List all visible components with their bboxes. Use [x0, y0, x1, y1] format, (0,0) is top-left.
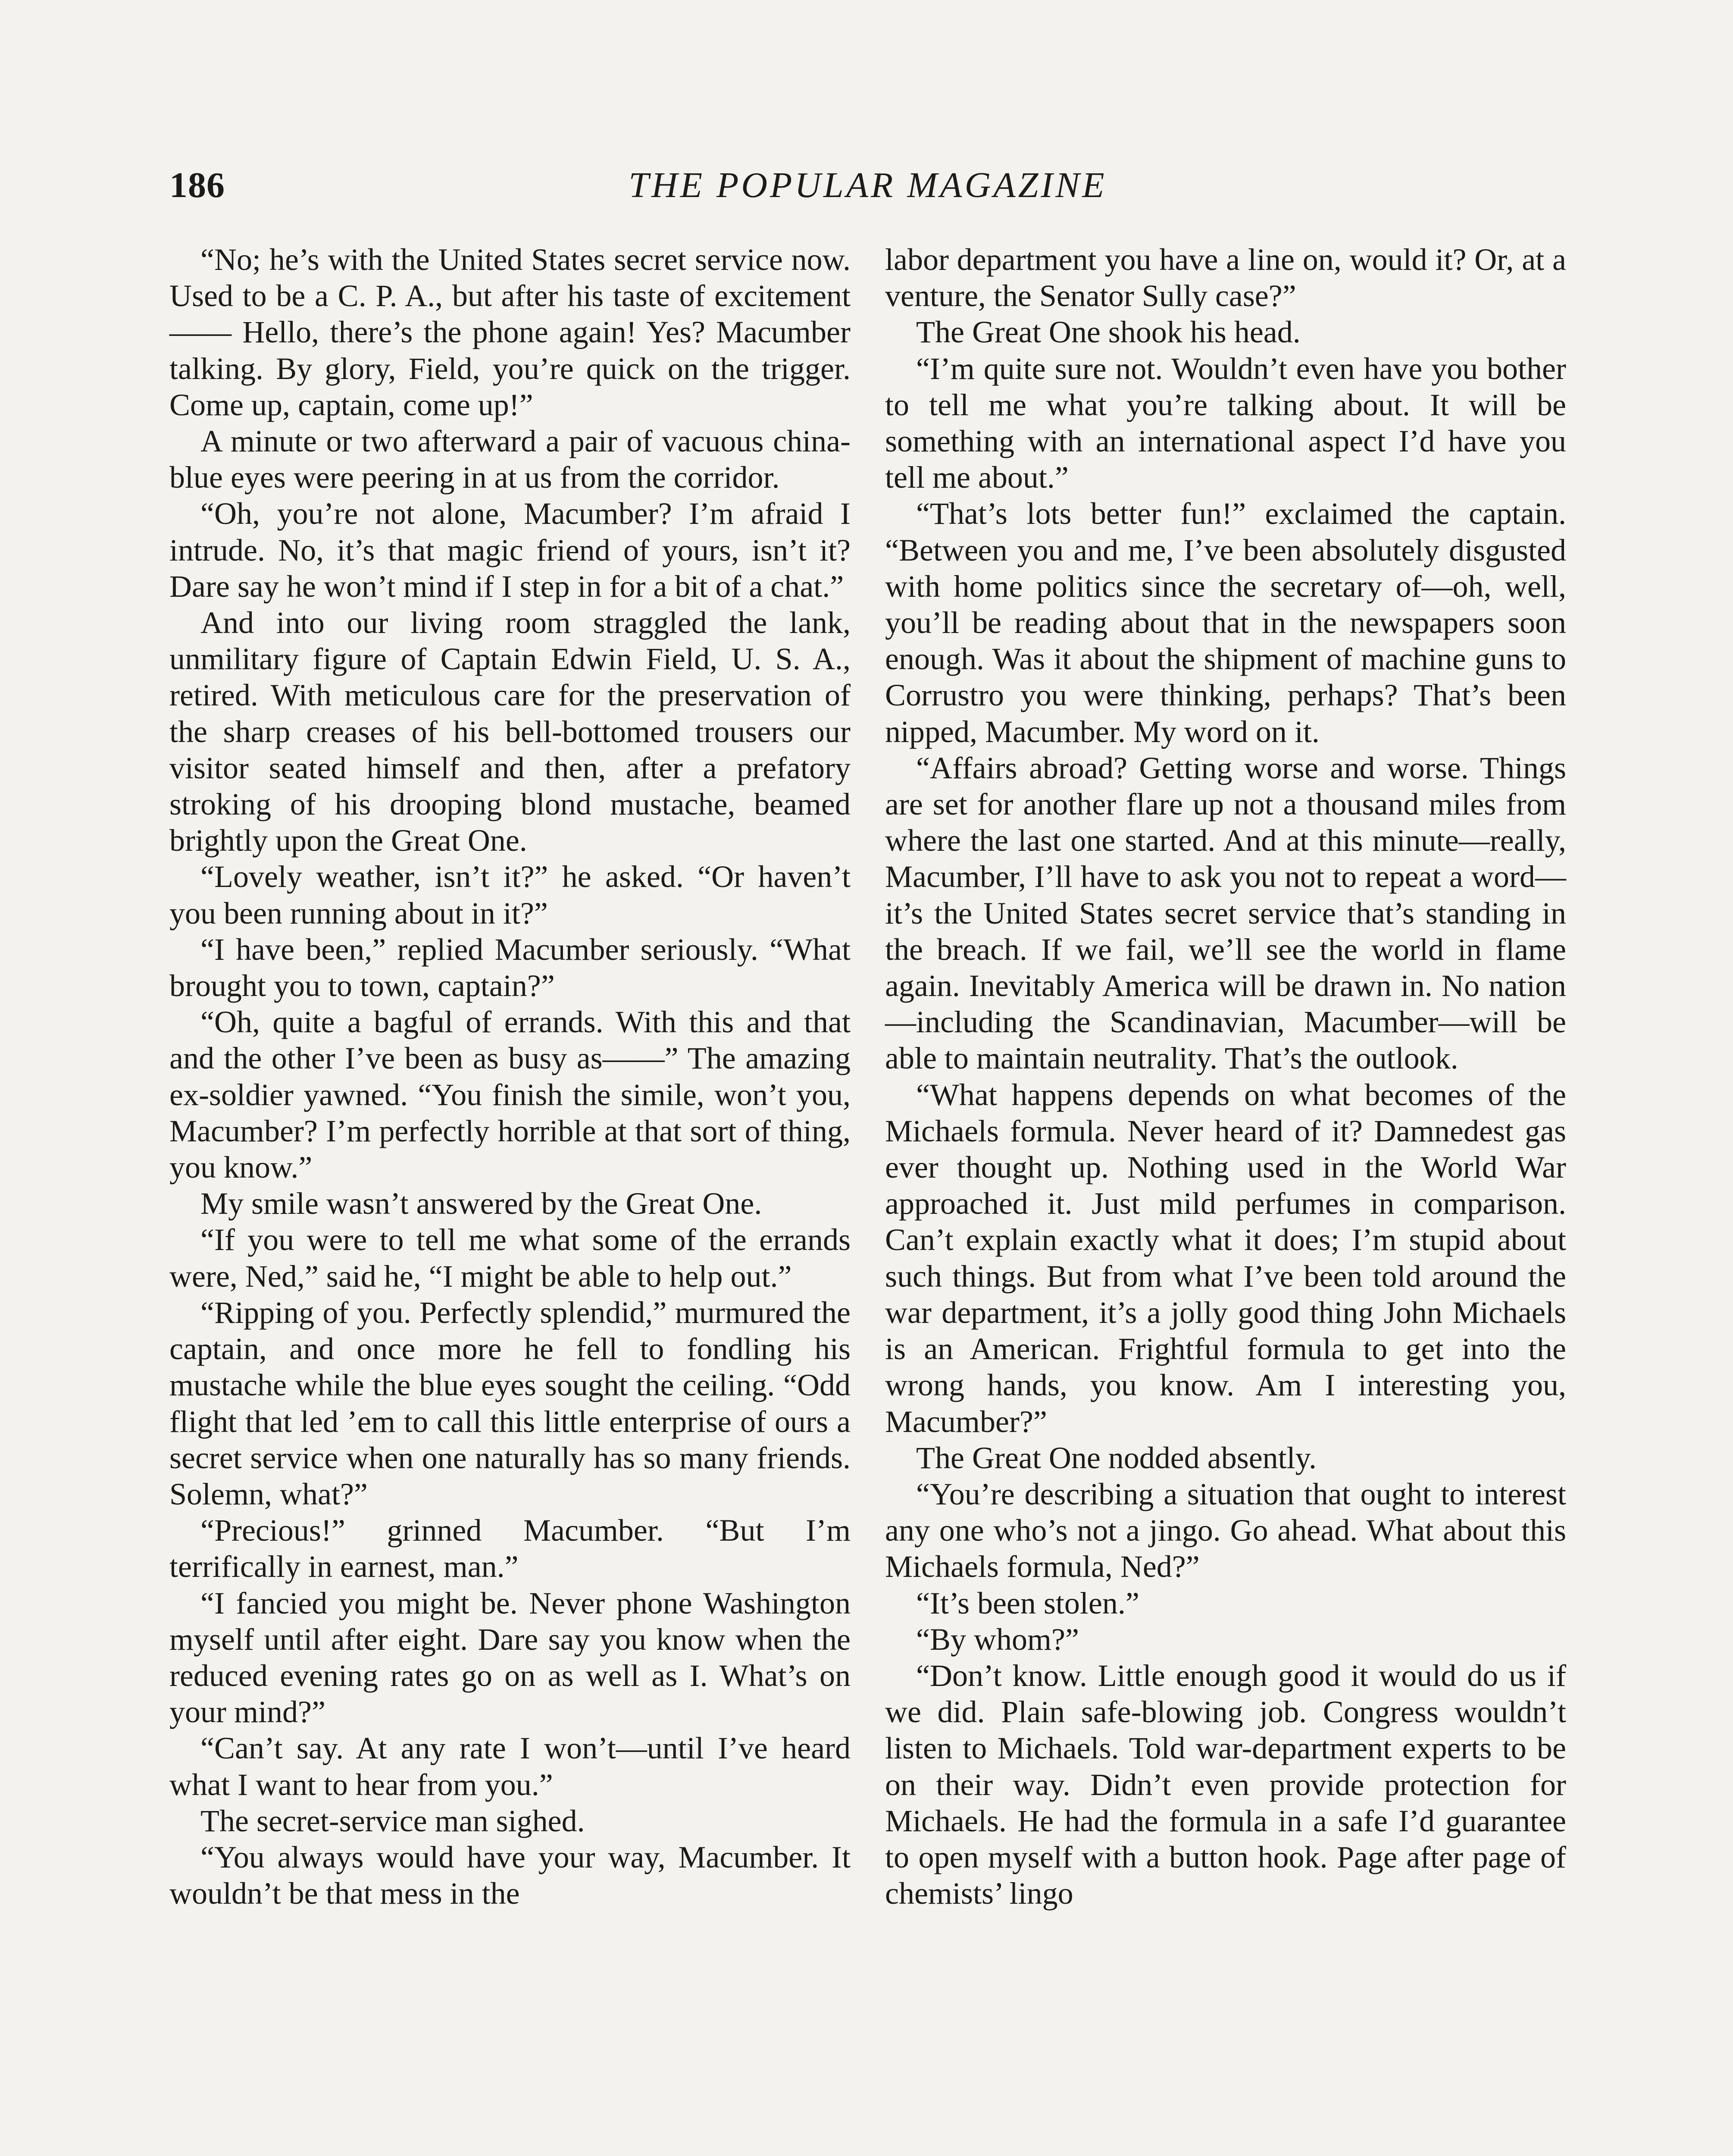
paragraph: “Affairs abroad? Getting worse and worse. Things are set for another flare up not a thousand miles from where the last one started. And at this minute—really, Macumber, I’ll have to ask you not to repeat a word—it’s the United States secret service that’s standing in the breach. If we fail, we’ll see the world in flame again. Inevitably America will be drawn in. No nation—including the Scandinavian, Macumber—will be able to maintain neutrality. That’s the outlook.: [885, 750, 1566, 1076]
page-number: 186: [169, 165, 225, 205]
paragraph: “What happens depends on what becomes of the Michaels formula. Never heard of it? Damnedest gas ever thought up. Nothing used in the World War approached it. Just mild perfumes in comparison. Can’t explain exactly what it does; I’m stupid about such things. But from what I’ve been told around the war department, it’s a jolly good thing John Michaels is an American. Frightful formula to get into the wrong hands, you know. Am I interesting you, Macumber?”: [885, 1077, 1566, 1439]
paragraph: “Oh, quite a bagful of errands. With this and that and the other I’ve been as busy as——” The amazing ex-soldier yawned. “You finish the simile, won’t you, Macumber? I’m perfectly horrible at that sort of thing, you know.”: [169, 1005, 851, 1185]
paragraph: “By whom?”: [916, 1622, 1079, 1657]
paragraph: “Can’t say. At any rate I won’t—until I’ve heard what I want to hear from you.”: [169, 1731, 851, 1802]
paragraph: “That’s lots better fun!” exclaimed the captain. “Between you and me, I’ve been absolutely disgusted with home politics since the secretary of—oh, well, you’ll be reading about that in the newspapers soon enough. Was it about the shipment of machine guns to Corrustro you were thinking, perhaps? That’s been nipped, Macumber. My word on it.: [885, 496, 1566, 749]
paragraph: “I have been,” replied Macumber seriously. “What brought you to town, captain?”: [169, 932, 851, 1003]
paragraph: “I fancied you might be. Never phone Washington myself until after eight. Dare say you know when the reduced evening rates go on as well as I. What’s on your mind?”: [169, 1586, 851, 1730]
paragraph: “Lovely weather, isn’t it?” he asked. “Or haven’t you been running about in it?”: [169, 859, 851, 931]
paragraph: The secret-service man sighed.: [200, 1803, 585, 1838]
paragraph: My smile wasn’t answered by the Great One.: [200, 1186, 762, 1221]
paragraph: The Great One shook his head.: [916, 315, 1301, 350]
right-column: [885, 241, 1566, 1912]
paragraph: “You’re describing a situation that ought to interest any one who’s not a jingo. Go ahead. What about this Michaels formula, Ned?”: [885, 1476, 1566, 1584]
paragraph: “I’m quite sure not. Wouldn’t even have you bother to tell me what you’re talking about. It will be something with an international aspect I’d have you tell me about.”: [885, 351, 1566, 495]
paragraph: A minute or two afterward a pair of vacuous china-blue eyes were peering in at us from the corridor.: [169, 424, 851, 495]
paragraph: “Ripping of you. Perfectly splendid,” murmured the captain, and once more he fell to fondling his mustache while the blue eyes sought the ceiling. “Odd flight that led ’em to call this little enterprise of ours a secret service when one naturally has so many friends. Solemn, what?”: [169, 1295, 851, 1511]
paragraph: “Oh, you’re not alone, Macumber? I’m afraid I intrude. No, it’s that magic friend of yours, isn’t it? Dare say he won’t mind if I step in for a bit of a chat.”: [169, 496, 851, 604]
paragraph: “If you were to tell me what some of the errands were, Ned,” said he, “I might be able to help out.”: [169, 1222, 851, 1294]
paragraph: “Precious!” grinned Macumber. “But I’m terrifically in earnest, man.”: [169, 1513, 851, 1584]
page-header: [169, 162, 1566, 209]
paragraph: And into our living room straggled the lank, unmilitary figure of Captain Edwin Field, U. S. A., retired. With meticulous care for the preservation of the sharp creases of his bell-bottomed trousers our visitor seated himself and then, after a prefatory stroking of his drooping blond mustache, beamed brightly upon the Great One.: [169, 605, 851, 858]
left-column: [169, 241, 851, 1912]
paragraph-continuation: labor department you have a line on, would it? Or, at a venture, the Senator Sully case?”: [885, 242, 1566, 313]
running-title: THE POPULAR MAGAZINE: [629, 165, 1107, 205]
paragraph: “No; he’s with the United States secret service now. Used to be a C. P. A., but after his taste of excitement—— Hello, there’s the phone again! Yes? Macumber talking. By glory, Field, you’re quick on the trigger. Come up, captain, come up!”: [169, 242, 851, 422]
paragraph: “Don’t know. Little enough good it would do us if we did. Plain safe-blowing job. Congress wouldn’t listen to Michaels. Told war-department experts to be on their way. Didn’t even provide protection for Michaels. He had the formula in a safe I’d guarantee to open myself with a button hook. Page after page of chemists’ lingo: [885, 1658, 1566, 1911]
paragraph: “You always would have your way, Macumber. It wouldn’t be that mess in the: [169, 1839, 851, 1911]
paragraph: The Great One nodded absently.: [916, 1440, 1317, 1475]
paragraph: “It’s been stolen.”: [916, 1586, 1139, 1620]
